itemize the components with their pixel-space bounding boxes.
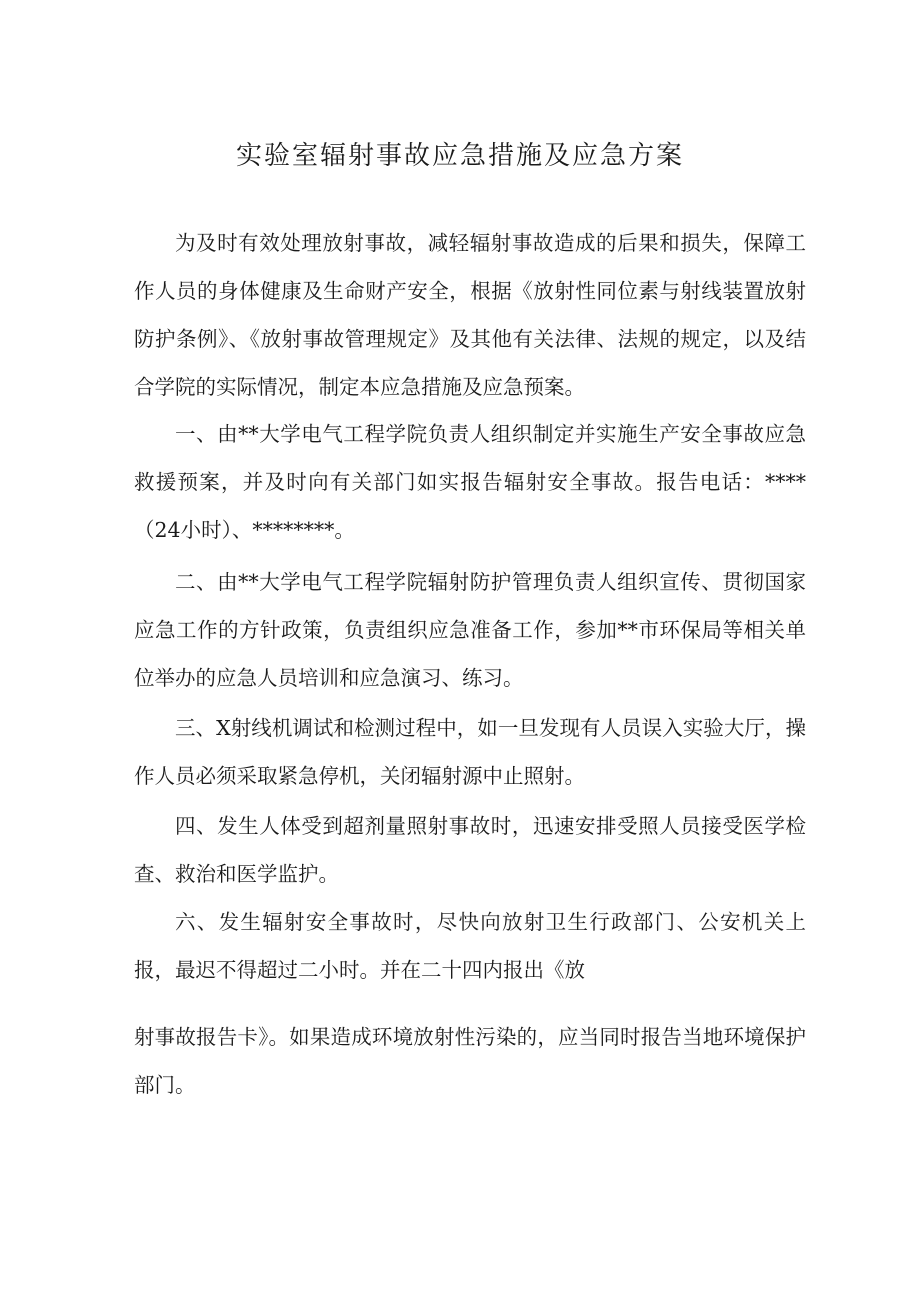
paragraph-item-2: 二、由**大学电气工程学院辐射防护管理负责人组织宣传、贯彻国家应急工作的方针政策，负责组织应急准备工作，参加**市环保局等相关单位举办的应急人员培训和应急演习、练习。 <box>134 570 806 690</box>
paragraph-item-6: 六、发生辐射安全事故时，尽快向放射卫生行政部门、公安机关上报，最迟不得超过二小时。并在二十四内报出《放 <box>134 910 806 982</box>
paragraph-item-3: 三、X射线机调试和检测过程中，如一旦发现有人员误入实验大厅，操作人员必须采取紧急停机，关闭辐射源中止照射。 <box>134 716 806 788</box>
paragraph-item-4: 四、发生人体受到超剂量照射事故时，迅速安排受照人员接受医学检查、救治和医学监护。 <box>134 814 806 886</box>
document-title: 实验室辐射事故应急措施及应急方案 <box>235 141 684 171</box>
paragraph-item-6-continued: 射事故报告卡》。如果造成环境放射性污染的，应当同时报告当地环境保护部门。 <box>134 1025 806 1097</box>
paragraph-item-1: 一、由**大学电气工程学院负责人组织制定并实施生产安全事故应急救援预案，并及时向有关部门如实报告辐射安全事故。报告电话：****（24小时）、********。 <box>134 422 806 542</box>
paragraph-intro: 为及时有效处理放射事故，减轻辐射事故造成的后果和损失，保障工作人员的身体健康及生命财产安全，根据《放射性同位素与射线装置放射防护条例》、《放射事故管理规定》及其他有关法律、法规的规定，以及结合学院的实际情况，制定本应急措施及应急预案。 <box>134 231 806 399</box>
